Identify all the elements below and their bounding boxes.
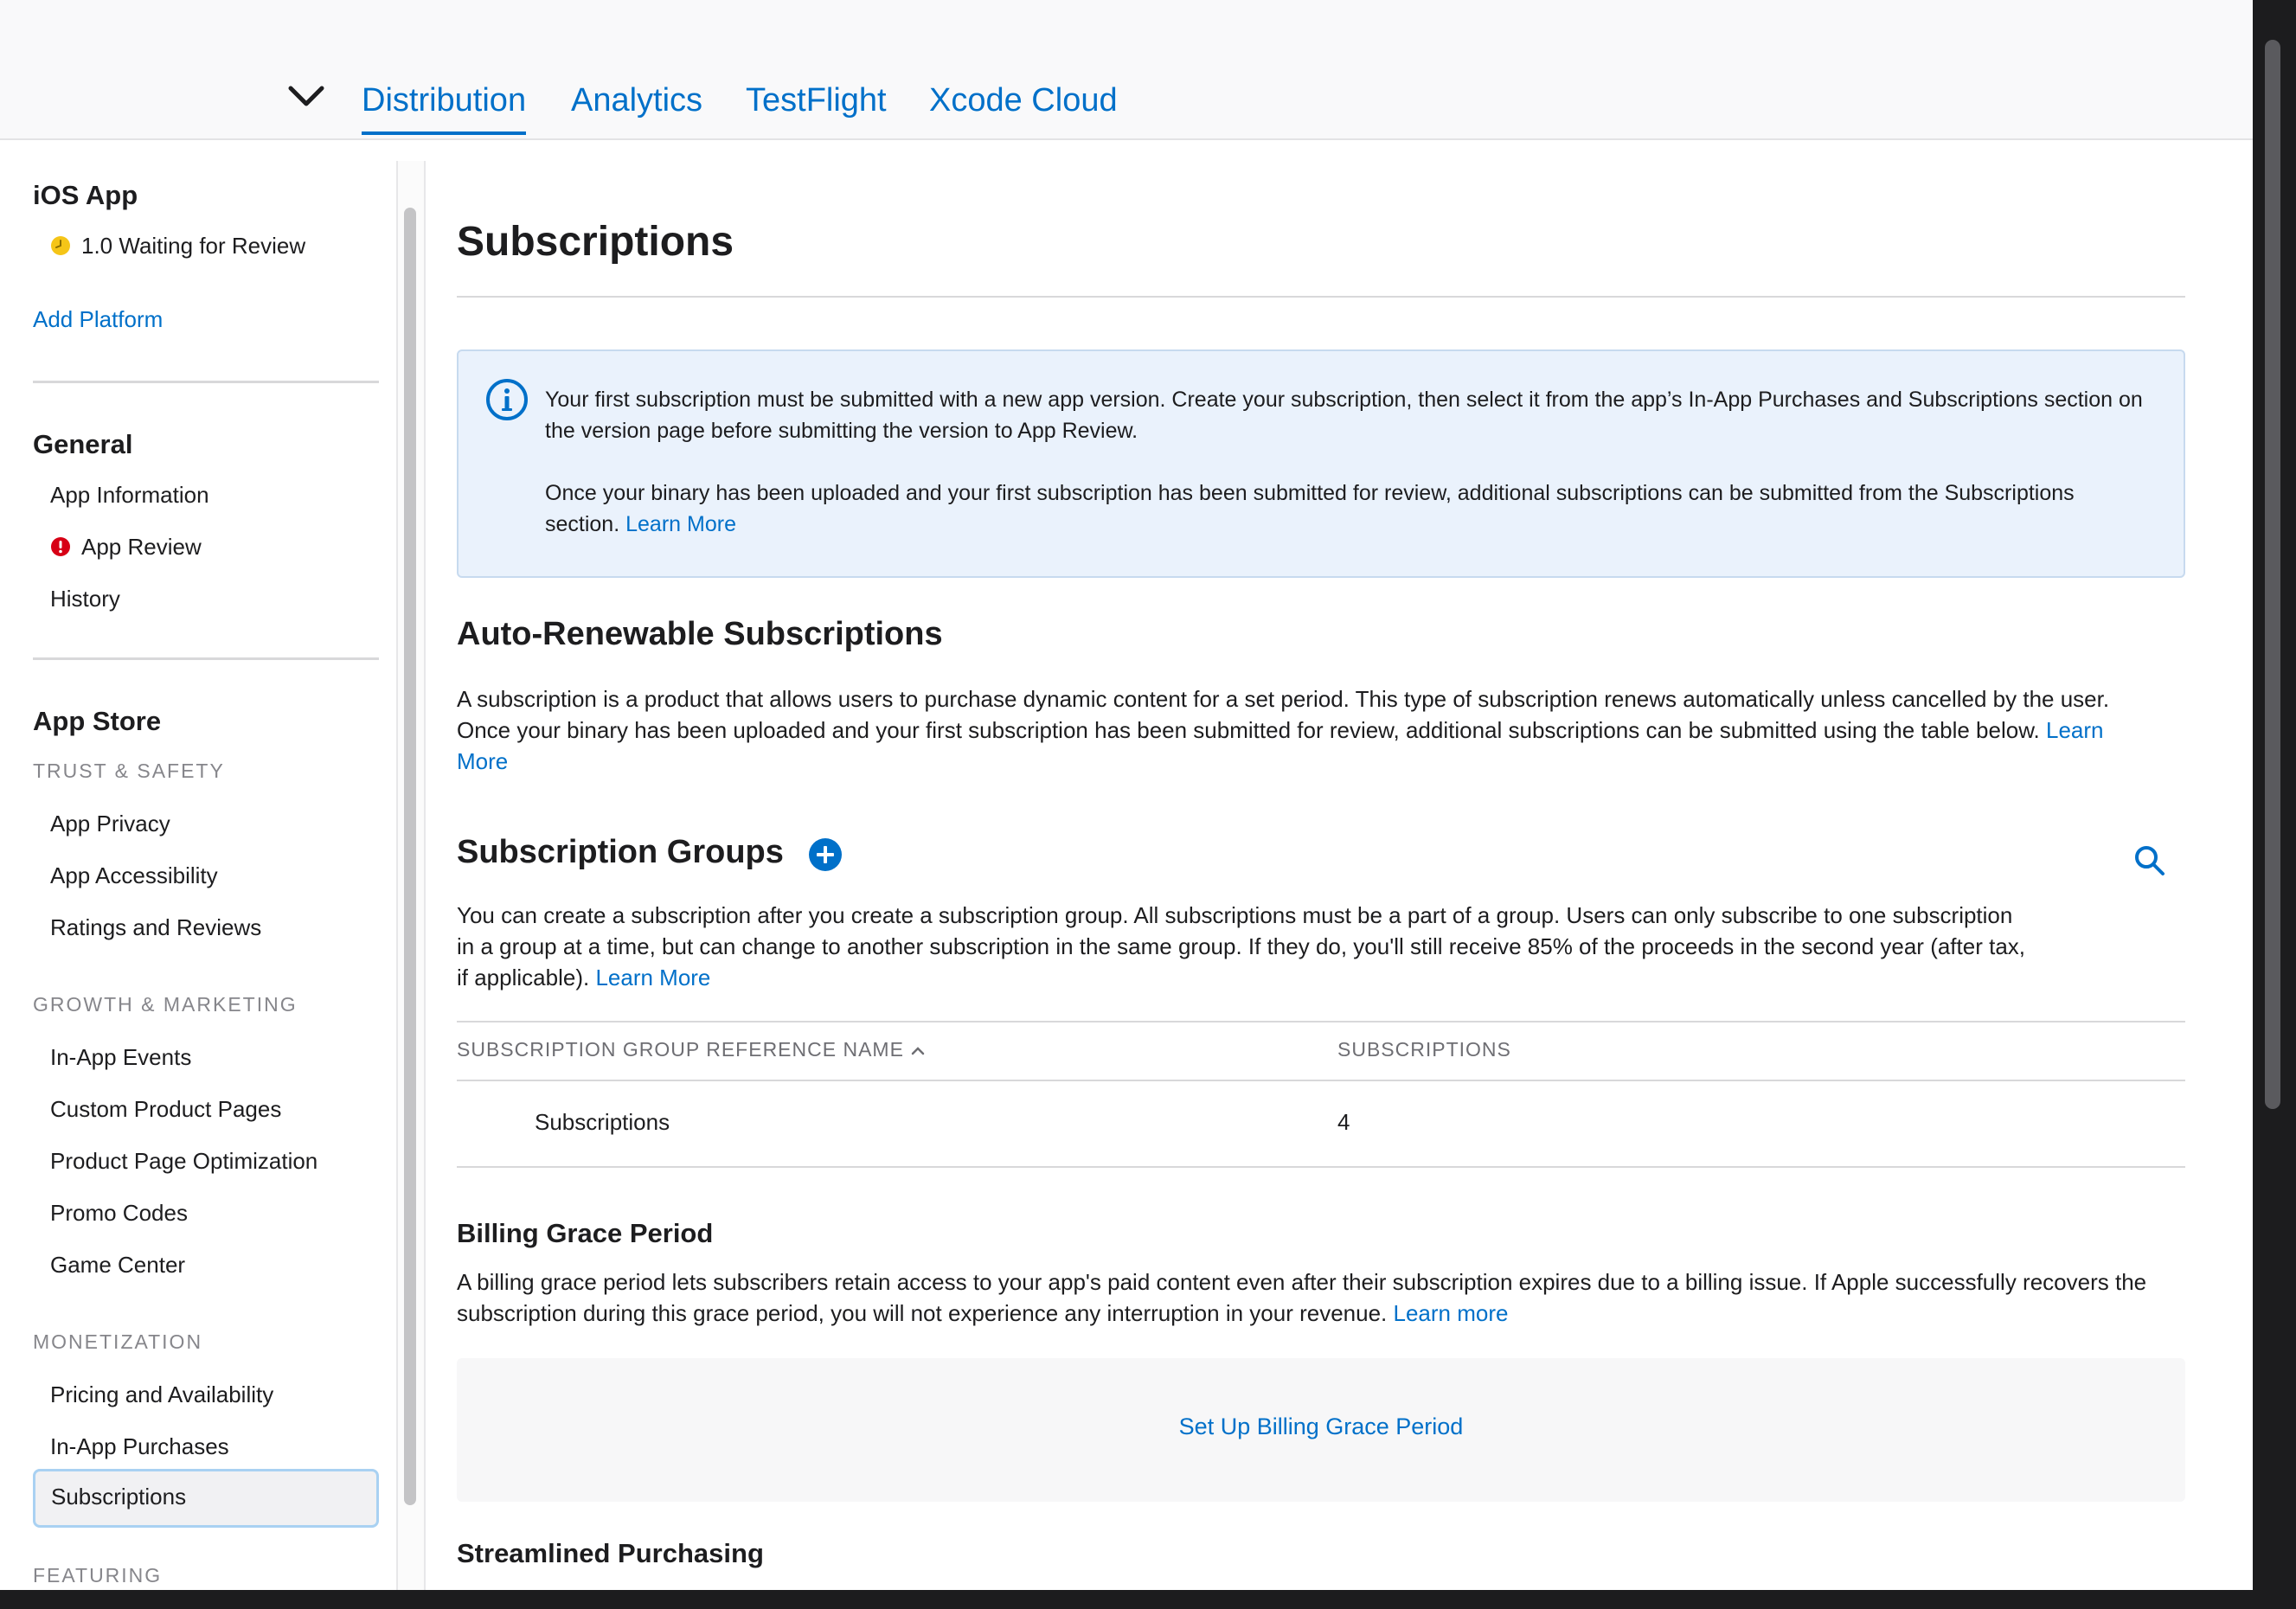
sidebar-item-app-accessibility[interactable]: App Accessibility bbox=[50, 862, 218, 888]
sidebar-divider bbox=[33, 381, 379, 383]
subscription-groups-text bbox=[457, 900, 2031, 993]
info-text-1: Your first subscription must be submitted with a new app version. Create your subscription, then select it from the app’s In-App Purchases and Subscriptions section on the version page before submitting the version to App Review. bbox=[545, 388, 2143, 443]
platform-heading: iOS App bbox=[33, 180, 138, 210]
sidebar-item-pricing-availability[interactable]: Pricing and Availability bbox=[50, 1381, 274, 1407]
sidebar-item-app-review[interactable] bbox=[50, 529, 202, 564]
page-scrollbar[interactable] bbox=[2265, 40, 2280, 1109]
chevron-down-icon[interactable] bbox=[285, 80, 327, 114]
top-nav-bar bbox=[0, 0, 2253, 140]
info-text-2-body: Once your binary has been uploaded and your first subscription has been submitted for review, additional subscriptions can be submitted from the Subscriptions section. bbox=[545, 481, 2075, 536]
page-title: Subscriptions bbox=[457, 219, 734, 265]
sort-ascending-icon bbox=[910, 1045, 926, 1057]
growth-marketing-section: GROWTH & MARKETING bbox=[33, 993, 298, 1016]
sidebar-item-game-center[interactable]: Game Center bbox=[50, 1252, 186, 1278]
app-store-heading: App Store bbox=[33, 706, 162, 736]
billing-learn-more-link[interactable]: Learn more bbox=[1393, 1300, 1509, 1326]
add-platform-link[interactable]: Add Platform bbox=[33, 306, 164, 332]
sidebar-item-promo-codes[interactable]: Promo Codes bbox=[50, 1200, 188, 1226]
sidebar bbox=[0, 161, 398, 1609]
version-status-label: 1.0 Waiting for Review bbox=[81, 233, 306, 259]
tab-analytics[interactable]: Analytics bbox=[571, 82, 703, 119]
general-heading: General bbox=[33, 429, 133, 459]
subscription-groups-heading: Subscription Groups bbox=[457, 834, 784, 870]
info-banner bbox=[457, 349, 2185, 578]
auto-renewable-heading: Auto-Renewable Subscriptions bbox=[457, 616, 943, 652]
sidebar-item-custom-product-pages[interactable]: Custom Product Pages bbox=[50, 1096, 282, 1122]
table-header-rule bbox=[457, 1080, 2185, 1081]
table-bottom-rule bbox=[457, 1166, 2185, 1168]
table-top-rule bbox=[457, 1021, 2185, 1022]
table-row-group-name-link[interactable]: Subscriptions bbox=[535, 1109, 670, 1135]
info-text-2 bbox=[545, 478, 2145, 540]
tab-xcode-cloud[interactable]: Xcode Cloud bbox=[929, 82, 1118, 119]
tab-distribution[interactable]: Distribution bbox=[362, 76, 526, 125]
app-review-label: App Review bbox=[81, 534, 202, 560]
trust-safety-section: TRUST & SAFETY bbox=[33, 760, 225, 782]
column-header-subscriptions[interactable]: SUBSCRIPTIONS bbox=[1337, 1038, 1511, 1061]
table-row-subscription-count: 4 bbox=[1337, 1109, 1350, 1135]
error-alert-icon bbox=[50, 536, 71, 557]
billing-grace-text bbox=[457, 1266, 2152, 1329]
auto-renewable-learn-more-link[interactable]: Learn More bbox=[457, 717, 2104, 774]
pending-status-icon bbox=[50, 235, 71, 256]
billing-grace-setup-panel bbox=[457, 1358, 2185, 1502]
billing-grace-heading: Billing Grace Period bbox=[457, 1218, 714, 1248]
sidebar-item-subscriptions[interactable] bbox=[33, 1469, 379, 1528]
sidebar-item-history[interactable]: History bbox=[50, 586, 120, 612]
groups-learn-more-link[interactable]: Learn More bbox=[595, 965, 711, 990]
sidebar-divider bbox=[33, 657, 379, 660]
column-header-group-name-label: SUBSCRIPTION GROUP REFERENCE NAME bbox=[457, 1038, 904, 1061]
subscriptions-nav-label: Subscriptions bbox=[51, 1484, 187, 1510]
sidebar-item-in-app-events[interactable]: In-App Events bbox=[50, 1044, 192, 1070]
sidebar-item-ratings-reviews[interactable]: Ratings and Reviews bbox=[50, 914, 262, 940]
column-header-group-name[interactable] bbox=[457, 1038, 926, 1061]
sidebar-scrollbar[interactable] bbox=[396, 161, 426, 1609]
sidebar-item-in-app-purchases[interactable]: In-App Purchases bbox=[50, 1433, 229, 1459]
title-divider bbox=[457, 296, 2185, 298]
auto-renewable-text bbox=[457, 683, 2152, 777]
monetization-section: MONETIZATION bbox=[33, 1330, 203, 1353]
sidebar-item-version[interactable] bbox=[50, 228, 305, 263]
sidebar-item-app-information[interactable]: App Information bbox=[50, 482, 209, 508]
info-icon bbox=[484, 377, 529, 422]
setup-billing-grace-button[interactable]: Set Up Billing Grace Period bbox=[1178, 1413, 1464, 1439]
streamlined-purchasing-heading: Streamlined Purchasing bbox=[457, 1538, 764, 1568]
sidebar-item-product-page-optimization[interactable]: Product Page Optimization bbox=[50, 1148, 318, 1174]
sidebar-scroll-thumb[interactable] bbox=[404, 208, 416, 1505]
window-frame-bottom bbox=[0, 1590, 2296, 1609]
search-icon[interactable] bbox=[2133, 844, 2166, 877]
window-frame-right bbox=[2253, 0, 2296, 1609]
auto-renewable-body: A subscription is a product that allows users to purchase dynamic content for a set period. This type of subscription renews automatically unless cancelled by the user. Once your binary has been uploaded and your first subscription has been submitted for review, additional subscriptions can be submitted using the table below. bbox=[457, 686, 2110, 743]
subscription-groups-body: You can create a subscription after you create a subscription group. All subscriptions must be a part of a group. Users can only subscribe to one subscription in a group at a time, but can change to another subscription in the same group. If they do, you'll still receive 85% of the proceeds in the second year (after tax, if applicable). bbox=[457, 902, 2026, 990]
info-learn-more-link[interactable]: Learn More bbox=[625, 512, 736, 536]
add-group-icon[interactable] bbox=[808, 837, 843, 872]
billing-grace-body: A billing grace period lets subscribers retain access to your app's paid content even after their subscription expires due to a billing issue. If Apple successfully recovers the subscription during this grace period, you will not experience any interruption in your revenue. bbox=[457, 1269, 2147, 1326]
featuring-section: FEATURING bbox=[33, 1564, 163, 1587]
tab-testflight[interactable]: TestFlight bbox=[746, 82, 887, 119]
sidebar-item-app-privacy[interactable]: App Privacy bbox=[50, 811, 170, 837]
